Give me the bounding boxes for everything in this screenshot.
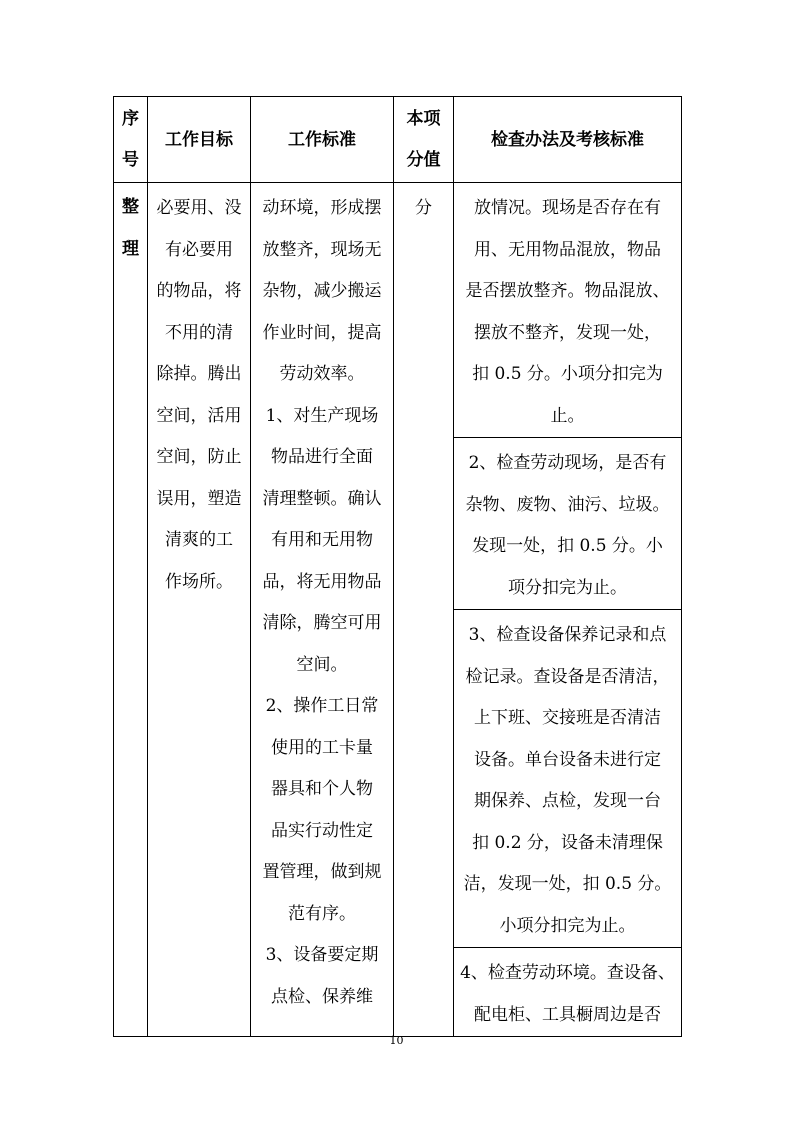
cell-criteria-4	[454, 948, 682, 1037]
header-method: 检查办法及考核标准	[454, 97, 682, 183]
seq-lines	[114, 183, 147, 270]
text-line: 清除，腾空可用	[262, 613, 382, 633]
text-line: 4、检查劳动环境。查设备、	[460, 963, 675, 983]
text-line: 作场所。	[165, 571, 233, 592]
text-line: 用、无用物品混放，物品	[474, 239, 661, 260]
criteria-2-lines	[454, 438, 681, 609]
text-line: 物品进行全面	[271, 447, 373, 467]
header-seq-line: 序	[122, 108, 139, 129]
cell-score	[394, 183, 454, 1037]
text-line: 放情况。现场是否存在有	[474, 198, 661, 218]
header-standard: 工作标准	[251, 97, 394, 183]
text-line: 范有序。	[288, 903, 356, 924]
body-row-1	[114, 183, 682, 438]
text-line: 上下班、交接班是否清洁	[474, 708, 661, 728]
cell-criteria-3	[454, 610, 682, 948]
header-seq-line: 号	[122, 149, 139, 170]
text-line: 有用和无用物	[271, 530, 373, 550]
cell-criteria-1	[454, 183, 682, 438]
text-line: 杂物，减少搬运	[262, 281, 382, 301]
text-line: 使用的工卡量	[271, 737, 373, 758]
text-line: 期保养、点检，发现一台	[474, 791, 661, 811]
header-score	[394, 97, 454, 183]
text-line: 发现一处，扣 0.5 分。小	[472, 536, 663, 556]
text-line: 放整齐，现场无	[262, 239, 382, 260]
text-line: 3、检查设备保养记录和点	[468, 625, 667, 645]
text-line: 2、操作工日常	[265, 696, 379, 716]
text-line: 清理整顿。确认	[262, 488, 382, 509]
text-line: 整	[122, 197, 139, 217]
header-score-line: 分值	[406, 149, 441, 170]
text-line: 是否摆放整齐。物品混放、	[465, 281, 670, 301]
text-line: 置管理，做到规	[262, 862, 382, 882]
text-line: 设备。单台设备未进行定	[474, 749, 661, 770]
text-line: 品实行动性定	[271, 820, 373, 841]
score-text: 分	[415, 198, 432, 218]
text-line: 止。	[550, 405, 585, 426]
text-line: 2、检查劳动现场，是否有	[468, 453, 667, 473]
text-line: 摆放不整齐，发现一处，	[474, 322, 661, 343]
text-line: 品，将无用物品	[262, 571, 382, 592]
assessment-table	[113, 96, 682, 1037]
text-line: 必要用、没	[156, 198, 242, 218]
cell-goal	[148, 183, 251, 1037]
text-line: 误用，塑造	[156, 488, 242, 509]
criteria-1-lines	[454, 183, 681, 437]
goal-lines	[148, 183, 250, 603]
text-line: 1、对生产现场	[265, 405, 379, 426]
text-line: 扣 0.5 分。小项分扣完为	[472, 364, 663, 384]
header-goal: 工作目标	[148, 97, 251, 183]
text-line: 3、设备要定期	[265, 945, 379, 965]
text-line: 小项分扣完为止。	[499, 915, 636, 936]
cell-standard	[251, 183, 394, 1037]
text-line: 空间，活用	[156, 405, 242, 426]
criteria-3-lines	[454, 610, 681, 947]
text-line: 配电柜、工具橱周边是否	[474, 1004, 661, 1025]
text-line: 劳动效率。	[279, 364, 365, 384]
text-line: 检记录。查设备是否清洁，	[465, 666, 670, 687]
cell-seq	[114, 183, 148, 1037]
text-line: 不用的清	[165, 322, 233, 343]
cell-criteria-2	[454, 438, 682, 610]
text-line: 空间，防止	[156, 447, 242, 467]
text-line: 理	[122, 238, 139, 259]
standard-lines	[251, 183, 393, 1018]
text-line: 除掉。腾出	[156, 364, 242, 384]
text-line: 空间。	[296, 654, 348, 675]
text-line: 作业时间，提高	[262, 322, 382, 343]
text-line: 器具和个人物	[271, 779, 373, 799]
text-line: 洁，发现一处，扣 0.5 分。	[463, 874, 672, 894]
header-score-line: 本项	[406, 108, 441, 129]
page-number: 10	[389, 1034, 404, 1047]
text-line: 的物品，将	[156, 281, 242, 301]
text-line: 杂物、废物、油污、垃圾。	[465, 494, 670, 515]
text-line: 有必要用	[165, 239, 233, 260]
header-seq	[114, 97, 148, 183]
text-line: 项分扣完为止。	[508, 577, 627, 598]
text-line: 清爽的工	[165, 530, 233, 550]
text-line: 动环境，形成摆	[262, 198, 382, 218]
criteria-4-lines	[454, 948, 681, 1036]
text-line: 扣 0.2 分，设备未清理保	[472, 832, 663, 853]
header-row	[114, 97, 682, 183]
text-line: 点检、保养维	[271, 986, 373, 1007]
